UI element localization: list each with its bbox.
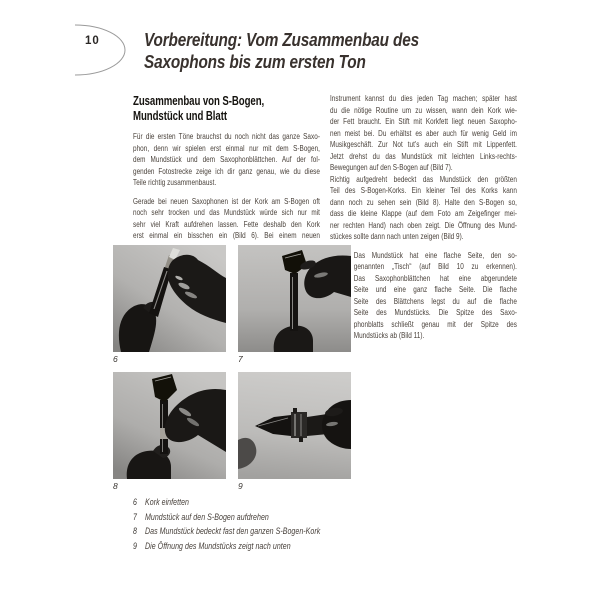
text-line: erst einmal ein bisschen ein (Bild 6). Bei einem neuen <box>133 230 320 240</box>
text-line: Bewegungen auf den S-Bogen auf (Bild 7). <box>330 162 453 172</box>
text-line: dann noch zu sehen sein (Bild 8). Halte den S-Bogen so, <box>330 196 517 207</box>
page-title <box>144 29 436 72</box>
figure-number-9: 9 <box>238 481 243 491</box>
text-line: stückes sollte dann nach unten zeigen (Bild 9). <box>330 231 464 241</box>
text-line: Für die ersten Töne brauchst du noch nicht das ganze Saxo- <box>133 131 320 141</box>
text-line: nen meist bei. Du erhältst es aber auch für wenig Geld im <box>330 127 517 138</box>
caption-text: Die Öffnung des Mundstücks zeigt nach unten <box>145 540 291 551</box>
caption-text: Kork einfetten <box>145 497 189 507</box>
caption-text: Das Mundstück bedeckt fast den ganzen S-Bogen-Kork <box>145 526 321 537</box>
page-number: 10 <box>85 35 100 47</box>
caption-number: 8 <box>133 526 137 537</box>
right-column <box>330 93 517 349</box>
photo-mouthpiece-twisting <box>238 245 351 352</box>
photo-mouthpiece-on-cork <box>113 372 226 479</box>
right-paragraph-1 <box>330 93 517 174</box>
caption-text: Mundstück auf den S-Bogen aufdrehen <box>145 511 269 522</box>
text-line: phon, denn wir spielen erst einmal nur mit dem S-Bogen, <box>133 142 320 153</box>
left-paragraph-1 <box>133 131 320 189</box>
text-line: dass die kleine Klappe (auf dem Foto am Zeigefinger mei- <box>330 208 517 218</box>
figure-number-7: 7 <box>238 354 243 364</box>
text-line: phonblatts schließt genau mit der Spitze des <box>353 318 517 329</box>
text-line: sehr viel Kraft aufdrehen lassen. Fette deshalb den Kork <box>133 218 320 229</box>
page-number-arc <box>50 20 140 82</box>
text-line: Das Mundstück hat eine flache Seite, den so- <box>353 249 517 260</box>
photo-cork-greasing <box>113 245 226 352</box>
caption-row <box>133 512 325 522</box>
text-line: Mundstück und Blatt <box>133 108 227 123</box>
caption-number: 7 <box>133 511 137 522</box>
text-line: Vorbereitung: Vom Zusammenbau des <box>144 29 419 50</box>
section-heading <box>133 93 320 123</box>
text-line: Teil des S-Bogen-Korks. Ein kleiner Teil des Korks kann <box>330 185 517 195</box>
text-line: ner rechten Hand) nach oben zeigt. Die Öffnung des Mund- <box>330 219 517 230</box>
text-line: Teile richtig zusammenbaust. <box>133 177 217 187</box>
text-line: du die nötige Routine um zu wissen, wann dein Kork wie- <box>330 104 517 115</box>
text-line: genannten „Tisch“ (auf Bild 10 zu erkennen). <box>353 261 517 271</box>
text-line: Musikgeschäft. Zur Not tut's auch ein Stift mit Lippenfett. <box>330 139 517 149</box>
text-line: Seite des Blättchens legst du auf die flache <box>353 295 517 306</box>
text-line: der Fett braucht. Ein Stift mit Korkfett liegt neuen Saxopho- <box>330 116 517 126</box>
figure-number-6: 6 <box>113 354 118 364</box>
text-line: Das Saxophonblättchen hat eine abgerundete <box>353 272 517 283</box>
text-line: Mundstücks ab (Bild 11). <box>353 330 425 340</box>
text-line: Richtig aufgedreht bedeckt das Mundstück den größten <box>330 173 517 184</box>
text-line: Seite und eine ganz flache Seite. Die flache <box>353 284 517 294</box>
left-column <box>133 93 320 249</box>
left-paragraph-2 <box>133 196 320 242</box>
caption-number: 6 <box>133 497 137 507</box>
text-line: Jetzt drehst du das Mundstück mit leichten Links-rechts- <box>330 150 517 161</box>
text-line: Gerade bei neuen Saxophonen ist der Kork am S-Bogen oft <box>133 195 320 206</box>
text-line: Zusammenbau von S-Bogen, <box>133 93 265 108</box>
figure-number-8: 8 <box>113 481 118 491</box>
text-line: Saxophons bis zum ersten Ton <box>144 50 366 72</box>
caption-row <box>133 541 325 551</box>
text-line: Instrument kannst du dies jeden Tag machen; später hast <box>330 93 517 103</box>
caption-number: 9 <box>133 540 137 551</box>
figure-caption-list <box>133 497 325 555</box>
text-line: noch sehr trocken und das Mundstück würde sich nur mit <box>133 207 320 217</box>
text-line: dem Mundstück und dem Saxophonblättchen. Auf der fol- <box>133 154 320 164</box>
text-line: Seite des Mundstücks. Die Spitze des Saxo- <box>353 307 517 317</box>
photo-mouthpiece-horizontal <box>238 372 351 479</box>
right-paragraph-2 <box>330 174 517 243</box>
caption-row <box>133 526 325 536</box>
right-paragraph-3 <box>354 250 517 342</box>
caption-row <box>133 497 325 507</box>
text-line: genden Fotostrecke zeige ich dir ganz genau, wie du diese <box>133 165 320 176</box>
